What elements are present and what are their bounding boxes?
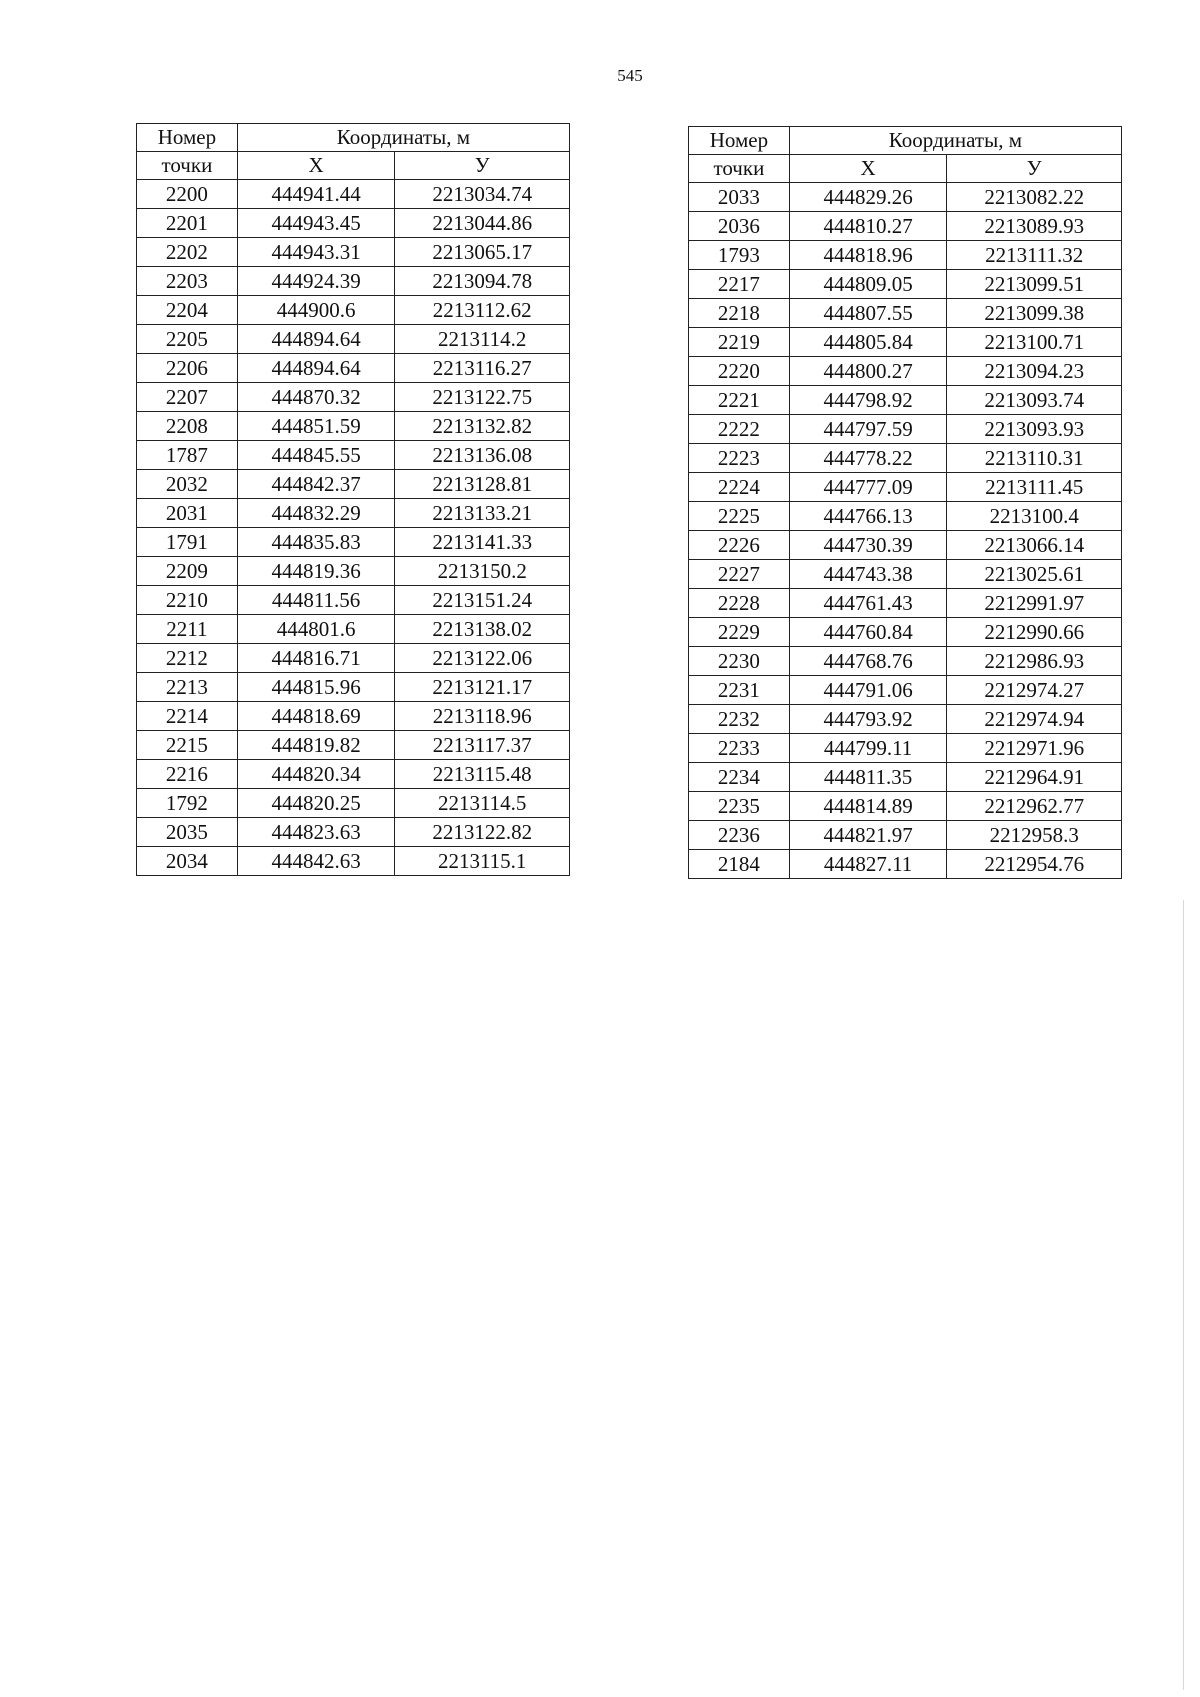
point-number-cell: 2229 [689,618,790,647]
y-coordinate-cell: 2213025.61 [947,560,1122,589]
table-row [137,441,570,470]
table-row [137,470,570,499]
y-coordinate-cell: 2212958.3 [947,821,1122,850]
x-coordinate-cell: 444791.06 [789,676,947,705]
y-coordinate-cell: 2213065.17 [395,238,570,267]
y-coordinate-cell: 2213121.17 [395,673,570,702]
table-row [689,212,1122,241]
point-number-cell: 2225 [689,502,790,531]
table-row [137,702,570,731]
x-coordinate-cell: 444818.69 [237,702,395,731]
y-coordinate-cell: 2212971.96 [947,734,1122,763]
point-number-cell: 2216 [137,760,238,789]
y-coordinate-cell: 2213094.23 [947,357,1122,386]
x-coordinate-cell: 444807.55 [789,299,947,328]
point-number-cell: 2211 [137,615,238,644]
y-coordinate-cell: 2213099.51 [947,270,1122,299]
point-number-cell: 2214 [137,702,238,731]
y-coordinate-cell: 2213133.21 [395,499,570,528]
point-number-cell: 2233 [689,734,790,763]
point-number-cell: 2228 [689,589,790,618]
x-coordinate-cell: 444894.64 [237,325,395,354]
x-coordinate-cell: 444845.55 [237,441,395,470]
y-coordinate-cell: 2213115.1 [395,847,570,876]
table-row [137,847,570,876]
x-coordinate-cell: 444743.38 [789,560,947,589]
point-number-cell: 2232 [689,705,790,734]
x-column-header: X [237,152,395,180]
table-row [137,760,570,789]
table-row [689,850,1122,879]
point-number-cell: 2032 [137,470,238,499]
y-coordinate-cell: 2213093.93 [947,415,1122,444]
point-number-cell: 1793 [689,241,790,270]
y-coordinate-cell: 2213112.62 [395,296,570,325]
y-coordinate-cell: 2213110.31 [947,444,1122,473]
point-number-cell: 2218 [689,299,790,328]
table-row [689,792,1122,821]
y-coordinate-cell: 2213111.45 [947,473,1122,502]
point-number-header: Номер [689,127,790,155]
point-number-cell: 1787 [137,441,238,470]
x-coordinate-cell: 444842.37 [237,470,395,499]
point-number-cell: 2222 [689,415,790,444]
x-coordinate-cell: 444810.27 [789,212,947,241]
coordinates-table-left [136,123,570,876]
point-number-cell: 2184 [689,850,790,879]
point-number-cell: 2034 [137,847,238,876]
y-coordinate-cell: 2213138.02 [395,615,570,644]
table-row [137,644,570,673]
table-row [689,270,1122,299]
y-coordinate-cell: 2212954.76 [947,850,1122,879]
point-number-header-sub: точки [689,155,790,183]
y-coordinate-cell: 2213115.48 [395,760,570,789]
x-coordinate-cell: 444819.36 [237,557,395,586]
y-coordinate-cell: 2213099.38 [947,299,1122,328]
point-number-cell: 1792 [137,789,238,818]
point-number-cell: 2220 [689,357,790,386]
y-coordinate-cell: 2212964.91 [947,763,1122,792]
table-row [689,241,1122,270]
point-number-cell: 2205 [137,325,238,354]
table-row [137,789,570,818]
table-row [137,238,570,267]
table-row [137,673,570,702]
y-coordinate-cell: 2213100.4 [947,502,1122,531]
coordinates-header: Координаты, м [237,124,569,152]
x-coordinate-cell: 444870.32 [237,383,395,412]
x-coordinate-cell: 444811.35 [789,763,947,792]
table-row [137,296,570,325]
x-column-header: X [789,155,947,183]
y-coordinate-cell: 2213151.24 [395,586,570,615]
point-number-cell: 2208 [137,412,238,441]
point-number-cell: 2212 [137,644,238,673]
y-coordinate-cell: 2213111.32 [947,241,1122,270]
table-row [689,473,1122,502]
x-coordinate-cell: 444851.59 [237,412,395,441]
x-coordinate-cell: 444835.83 [237,528,395,557]
table-row [689,415,1122,444]
y-coordinate-cell: 2213082.22 [947,183,1122,212]
y-coordinate-cell: 2213141.33 [395,528,570,557]
table-row [689,763,1122,792]
table-row [689,386,1122,415]
table-row [689,676,1122,705]
table-row [137,383,570,412]
x-coordinate-cell: 444823.63 [237,818,395,847]
x-coordinate-cell: 444766.13 [789,502,947,531]
table-row [689,357,1122,386]
x-coordinate-cell: 444894.64 [237,354,395,383]
x-coordinate-cell: 444819.82 [237,731,395,760]
point-number-cell: 2036 [689,212,790,241]
x-coordinate-cell: 444815.96 [237,673,395,702]
y-coordinate-cell: 2213044.86 [395,209,570,238]
x-coordinate-cell: 444778.22 [789,444,947,473]
x-coordinate-cell: 444832.29 [237,499,395,528]
x-coordinate-cell: 444924.39 [237,267,395,296]
point-number-cell: 2236 [689,821,790,850]
x-coordinate-cell: 444797.59 [789,415,947,444]
table-body [137,180,570,876]
point-number-cell: 2235 [689,792,790,821]
y-coordinate-cell: 2212974.27 [947,676,1122,705]
x-coordinate-cell: 444818.96 [789,241,947,270]
scan-edge-line [1183,900,1184,1690]
y-coordinate-cell: 2213117.37 [395,731,570,760]
table-row [137,354,570,383]
point-number-cell: 2207 [137,383,238,412]
x-coordinate-cell: 444816.71 [237,644,395,673]
x-coordinate-cell: 444800.27 [789,357,947,386]
point-number-cell: 2200 [137,180,238,209]
table-row [137,412,570,441]
x-coordinate-cell: 444943.31 [237,238,395,267]
y-coordinate-cell: 2213150.2 [395,557,570,586]
table-row [689,502,1122,531]
table-row [689,734,1122,763]
y-coordinate-cell: 2212986.93 [947,647,1122,676]
x-coordinate-cell: 444730.39 [789,531,947,560]
x-coordinate-cell: 444827.11 [789,850,947,879]
point-number-cell: 2226 [689,531,790,560]
table-row [689,705,1122,734]
y-coordinate-cell: 2213089.93 [947,212,1122,241]
point-number-cell: 2203 [137,267,238,296]
point-number-cell: 2206 [137,354,238,383]
table-row [689,618,1122,647]
table-row [137,528,570,557]
y-coordinate-cell: 2213116.27 [395,354,570,383]
point-number-cell: 2031 [137,499,238,528]
point-number-cell: 2221 [689,386,790,415]
coordinates-header: Координаты, м [789,127,1121,155]
y-coordinate-cell: 2213100.71 [947,328,1122,357]
point-number-cell: 2230 [689,647,790,676]
x-coordinate-cell: 444811.56 [237,586,395,615]
x-coordinate-cell: 444814.89 [789,792,947,821]
point-number-cell: 2217 [689,270,790,299]
x-coordinate-cell: 444760.84 [789,618,947,647]
table-row [137,586,570,615]
x-coordinate-cell: 444809.05 [789,270,947,299]
x-coordinate-cell: 444793.92 [789,705,947,734]
table-row [137,731,570,760]
table-row [137,209,570,238]
point-number-cell: 2201 [137,209,238,238]
y-column-header: У [947,155,1122,183]
x-coordinate-cell: 444900.6 [237,296,395,325]
table-row [689,299,1122,328]
table-row [137,557,570,586]
table-row [689,328,1122,357]
y-coordinate-cell: 2213136.08 [395,441,570,470]
coordinates-table-right [688,126,1122,879]
point-number-cell: 2227 [689,560,790,589]
y-coordinate-cell: 2212990.66 [947,618,1122,647]
y-coordinate-cell: 2213066.14 [947,531,1122,560]
table-row [689,531,1122,560]
y-coordinate-cell: 2213122.75 [395,383,570,412]
y-coordinate-cell: 2212991.97 [947,589,1122,618]
point-number-cell: 2219 [689,328,790,357]
y-coordinate-cell: 2213122.06 [395,644,570,673]
x-coordinate-cell: 444820.34 [237,760,395,789]
point-number-header-sub: точки [137,152,238,180]
point-number-cell: 2210 [137,586,238,615]
point-number-header: Номер [137,124,238,152]
table-row [137,267,570,296]
x-coordinate-cell: 444801.6 [237,615,395,644]
x-coordinate-cell: 444821.97 [789,821,947,850]
point-number-cell: 2215 [137,731,238,760]
table-row [689,821,1122,850]
point-number-cell: 2202 [137,238,238,267]
x-coordinate-cell: 444777.09 [789,473,947,502]
point-number-cell: 2234 [689,763,790,792]
y-coordinate-cell: 2213114.2 [395,325,570,354]
table-row [689,589,1122,618]
table-row [137,499,570,528]
point-number-cell: 2231 [689,676,790,705]
x-coordinate-cell: 444943.45 [237,209,395,238]
y-coordinate-cell: 2212974.94 [947,705,1122,734]
point-number-cell: 2035 [137,818,238,847]
y-coordinate-cell: 2212962.77 [947,792,1122,821]
table-row [137,615,570,644]
point-number-cell: 2224 [689,473,790,502]
y-coordinate-cell: 2213094.78 [395,267,570,296]
y-coordinate-cell: 2213034.74 [395,180,570,209]
point-number-cell: 2204 [137,296,238,325]
point-number-cell: 2033 [689,183,790,212]
point-number-cell: 2223 [689,444,790,473]
table-row [689,183,1122,212]
x-coordinate-cell: 444829.26 [789,183,947,212]
table-row [137,325,570,354]
y-coordinate-cell: 2213114.5 [395,789,570,818]
page-number: 545 [617,66,643,85]
table-row [137,180,570,209]
table-row [689,560,1122,589]
x-coordinate-cell: 444805.84 [789,328,947,357]
y-coordinate-cell: 2213118.96 [395,702,570,731]
y-coordinate-cell: 2213093.74 [947,386,1122,415]
table-row [689,647,1122,676]
point-number-cell: 2213 [137,673,238,702]
x-coordinate-cell: 444768.76 [789,647,947,676]
y-column-header: У [395,152,570,180]
point-number-cell: 2209 [137,557,238,586]
x-coordinate-cell: 444820.25 [237,789,395,818]
table-row [137,818,570,847]
x-coordinate-cell: 444842.63 [237,847,395,876]
x-coordinate-cell: 444799.11 [789,734,947,763]
table-body [689,183,1122,879]
x-coordinate-cell: 444761.43 [789,589,947,618]
y-coordinate-cell: 2213122.82 [395,818,570,847]
table-row [689,444,1122,473]
y-coordinate-cell: 2213128.81 [395,470,570,499]
point-number-cell: 1791 [137,528,238,557]
y-coordinate-cell: 2213132.82 [395,412,570,441]
x-coordinate-cell: 444941.44 [237,180,395,209]
x-coordinate-cell: 444798.92 [789,386,947,415]
